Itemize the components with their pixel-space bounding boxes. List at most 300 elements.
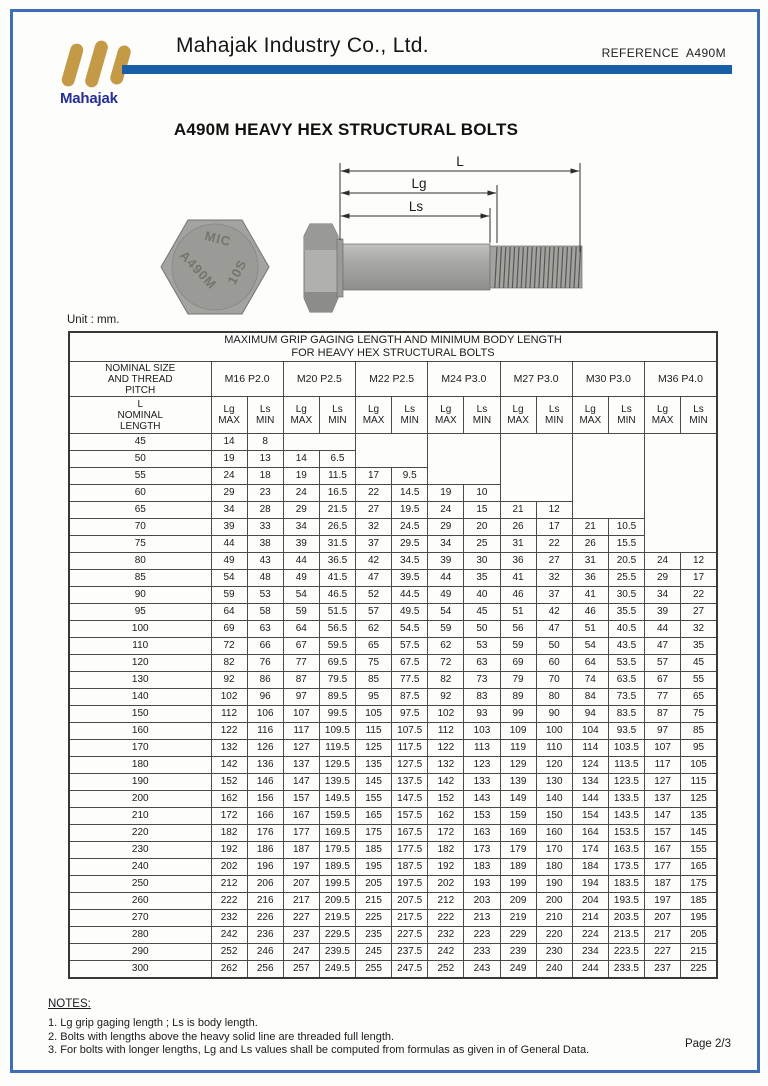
value-cell: 69 [211,621,247,638]
value-cell: 54 [211,570,247,587]
value-cell: 202 [211,859,247,876]
length-cell: 160 [69,723,211,740]
value-cell: 176 [247,825,283,842]
value-cell: 117.5 [392,740,428,757]
value-cell: 132 [211,740,247,757]
value-cell: 167 [283,808,319,825]
value-cell: 139.5 [319,774,355,791]
value-cell: 52 [356,587,392,604]
value-cell: 22 [356,485,392,502]
value-cell: 46.5 [319,587,355,604]
value-cell: 246 [247,944,283,961]
value-cell: 179 [500,842,536,859]
page-title: A490M HEAVY HEX STRUCTURAL BOLTS [173,120,519,139]
value-cell: 135 [356,757,392,774]
value-cell: 79.5 [319,672,355,689]
value-cell: 66 [247,638,283,655]
subcol-header: Ls MIN [392,397,428,434]
value-cell: 32 [536,570,572,587]
value-cell: 237.5 [392,944,428,961]
empty-region [356,434,428,468]
value-cell: 137 [283,757,319,774]
value-cell: 124 [572,757,608,774]
value-cell: 75 [356,655,392,672]
value-cell: 32 [356,519,392,536]
length-cell: 130 [69,672,211,689]
length-cell: 280 [69,927,211,944]
value-cell: 82 [428,672,464,689]
value-cell: 19.5 [392,502,428,519]
value-cell: 140 [536,791,572,808]
value-cell: 105 [681,757,717,774]
length-cell: 110 [69,638,211,655]
value-cell: 134 [572,774,608,791]
value-cell: 217.5 [392,910,428,927]
value-cell: 8 [247,434,283,451]
table-row [69,604,717,621]
table-row [69,706,717,723]
value-cell: 237 [283,927,319,944]
value-cell: 224 [572,927,608,944]
value-cell: 199.5 [319,876,355,893]
value-cell: 252 [211,944,247,961]
company-name: Mahajak Industry Co., Ltd. [176,34,429,57]
value-cell: 172 [211,808,247,825]
subcol-header: Ls MIN [681,397,717,434]
value-cell: 93.5 [608,723,644,740]
value-cell: 99.5 [319,706,355,723]
value-cell: 59 [500,638,536,655]
value-cell: 157 [283,791,319,808]
value-cell: 247 [283,944,319,961]
value-cell: 19 [428,485,464,502]
value-cell: 210 [536,910,572,927]
value-cell: 59 [211,587,247,604]
value-cell: 154 [572,808,608,825]
note-item-2: 2. Bolts with lengths above the heavy solid line are threaded full length. [48,1030,395,1043]
value-cell: 197.5 [392,876,428,893]
length-cell: 85 [69,570,211,587]
value-cell: 43.5 [608,638,644,655]
value-cell: 123 [464,757,500,774]
value-cell: 109.5 [319,723,355,740]
value-cell: 204 [572,893,608,910]
value-cell: 244 [572,961,608,979]
value-cell: 169.5 [319,825,355,842]
empty-region [572,434,644,519]
value-cell: 29 [283,502,319,519]
value-cell: 157 [645,825,681,842]
bolt-diagram [130,148,630,332]
value-cell: 56.5 [319,621,355,638]
value-cell: 197 [283,859,319,876]
value-cell: 51 [572,621,608,638]
value-cell: 65 [681,689,717,706]
value-cell: 150 [536,808,572,825]
value-cell: 149.5 [319,791,355,808]
value-cell: 27 [681,604,717,621]
value-cell: 20 [464,519,500,536]
empty-region [500,434,572,502]
value-cell: 102 [211,689,247,706]
value-cell: 41.5 [319,570,355,587]
value-cell: 27 [536,553,572,570]
value-cell: 38 [247,536,283,553]
value-cell: 190 [536,876,572,893]
value-cell: 252 [428,961,464,979]
value-cell: 225 [356,910,392,927]
value-cell: 216 [247,893,283,910]
value-cell: 13 [247,451,283,468]
value-cell: 24 [283,485,319,502]
dimension-lines [340,163,580,252]
value-cell: 43 [247,553,283,570]
value-cell: 233.5 [608,961,644,979]
value-cell: 183 [464,859,500,876]
value-cell: 15.5 [608,536,644,553]
value-cell: 127.5 [392,757,428,774]
value-cell: 122 [211,723,247,740]
value-cell: 14 [283,451,319,468]
value-cell: 29.5 [392,536,428,553]
value-cell: 67 [283,638,319,655]
value-cell: 44 [645,621,681,638]
subcol-header: Lg MAX [211,397,247,434]
value-cell: 93 [464,706,500,723]
value-cell: 233 [464,944,500,961]
value-cell: 194 [572,876,608,893]
value-cell: 239 [500,944,536,961]
value-cell: 44.5 [392,587,428,604]
value-cell: 195 [356,859,392,876]
header-accent-bar [122,65,732,74]
value-cell: 60 [536,655,572,672]
value-cell: 82 [211,655,247,672]
value-cell: 142 [211,757,247,774]
value-cell: 64 [572,655,608,672]
value-cell: 34 [428,536,464,553]
value-cell: 205 [356,876,392,893]
value-cell: 234 [572,944,608,961]
table-row [69,757,717,774]
value-cell: 19 [211,451,247,468]
value-cell: 112 [211,706,247,723]
value-cell: 257 [283,961,319,979]
note-item-3: 3. For bolts with longer lengths, Lg and Ls values shall be computed from formulas as given in of General Data. [48,1044,590,1056]
hex-head-front-view [161,220,269,314]
value-cell: 169 [500,825,536,842]
value-cell: 51.5 [319,604,355,621]
value-cell: 63 [247,621,283,638]
value-cell: 72 [211,638,247,655]
value-cell: 59 [428,621,464,638]
empty-region [645,434,717,553]
head-marking-top: MIC [203,228,233,250]
value-cell: 119.5 [319,740,355,757]
value-cell: 15 [464,502,500,519]
value-cell: 84 [572,689,608,706]
value-cell: 229.5 [319,927,355,944]
value-cell: 209.5 [319,893,355,910]
length-cell: 150 [69,706,211,723]
value-cell: 110 [536,740,572,757]
washer-face [337,239,343,297]
value-cell: 187 [283,842,319,859]
value-cell: 56 [500,621,536,638]
table-row [69,791,717,808]
table-row [69,893,717,910]
value-cell: 26 [572,536,608,553]
value-cell: 116 [247,723,283,740]
value-cell: 219 [500,910,536,927]
value-cell: 227 [645,944,681,961]
value-cell: 189.5 [319,859,355,876]
value-cell: 35 [464,570,500,587]
value-cell: 53 [247,587,283,604]
value-cell: 25.5 [608,570,644,587]
value-cell: 24.5 [392,519,428,536]
value-cell: 9.5 [392,468,428,485]
value-cell: 36 [572,570,608,587]
length-cell: 100 [69,621,211,638]
value-cell: 109 [500,723,536,740]
value-cell: 107 [645,740,681,757]
length-cell: 95 [69,604,211,621]
value-cell: 40.5 [608,621,644,638]
value-cell: 34 [211,502,247,519]
value-cell: 145 [681,825,717,842]
value-cell: 72 [428,655,464,672]
value-cell: 69 [500,655,536,672]
value-cell: 30.5 [608,587,644,604]
value-cell: 49 [428,587,464,604]
value-cell: 24 [211,468,247,485]
length-cell: 80 [69,553,211,570]
value-cell: 20.5 [608,553,644,570]
value-cell: 165 [681,859,717,876]
value-cell: 41 [572,587,608,604]
subcol-header: Lg MAX [356,397,392,434]
length-cell: 230 [69,842,211,859]
value-cell: 26.5 [319,519,355,536]
note-item-1: 1. Lg grip gaging length ; Ls is body length. [48,1017,258,1029]
value-cell: 123.5 [608,774,644,791]
value-cell: 57.5 [392,638,428,655]
value-cell: 215 [681,944,717,961]
value-cell: 31.5 [319,536,355,553]
length-cell: 70 [69,519,211,536]
bolt-shank [343,244,490,290]
length-cell: 260 [69,893,211,910]
value-cell: 59.5 [319,638,355,655]
table-row [69,587,717,604]
value-cell: 230 [536,944,572,961]
value-cell: 74 [572,672,608,689]
value-cell: 177 [283,825,319,842]
head-marking-right: 10S [224,256,250,287]
value-cell: 70 [536,672,572,689]
length-cell: 190 [69,774,211,791]
table-row [69,910,717,927]
grip-table [68,331,718,979]
value-cell: 174 [572,842,608,859]
value-cell: 177.5 [392,842,428,859]
value-cell: 137 [645,791,681,808]
value-cell: 145 [356,774,392,791]
value-cell: 24 [428,502,464,519]
value-cell: 185 [681,893,717,910]
value-cell: 239.5 [319,944,355,961]
value-cell: 236 [247,927,283,944]
value-cell: 203 [464,893,500,910]
value-cell: 155 [681,842,717,859]
unit-label: Unit : mm. [67,314,120,326]
value-cell: 73 [464,672,500,689]
value-cell: 199 [500,876,536,893]
size-header-3: M24 P3.0 [428,362,500,397]
value-cell: 31 [500,536,536,553]
subcol-header: Lg MAX [572,397,608,434]
value-cell: 243 [464,961,500,979]
value-cell: 90 [536,706,572,723]
value-cell: 125 [356,740,392,757]
table-row [69,621,717,638]
value-cell: 137.5 [392,774,428,791]
value-cell: 122 [428,740,464,757]
value-cell: 69.5 [319,655,355,672]
value-cell: 149 [500,791,536,808]
length-cell: 60 [69,485,211,502]
value-cell: 256 [247,961,283,979]
value-cell: 45 [464,604,500,621]
value-cell: 186 [247,842,283,859]
value-cell: 152 [211,774,247,791]
value-cell: 95 [681,740,717,757]
reference-label: REFERENCE A490M [601,46,726,60]
value-cell: 53 [464,638,500,655]
length-header: L NOMINAL LENGTH [69,397,211,434]
value-cell: 62 [428,638,464,655]
value-cell: 133 [464,774,500,791]
value-cell: 40 [464,587,500,604]
value-cell: 85 [356,672,392,689]
value-cell: 12 [536,502,572,519]
value-cell: 54 [572,638,608,655]
value-cell: 192 [211,842,247,859]
value-cell: 185 [356,842,392,859]
value-cell: 144 [572,791,608,808]
size-header-2: M22 P2.5 [356,362,428,397]
value-cell: 217 [283,893,319,910]
value-cell: 172 [428,825,464,842]
value-cell: 115 [681,774,717,791]
value-cell: 34.5 [392,553,428,570]
value-cell: 50 [464,621,500,638]
value-cell: 18 [247,468,283,485]
value-cell: 54.5 [392,621,428,638]
length-cell: 65 [69,502,211,519]
subcol-header: Ls MIN [319,397,355,434]
length-cell: 220 [69,825,211,842]
table-row [69,927,717,944]
value-cell: 55 [681,672,717,689]
length-cell: 180 [69,757,211,774]
value-cell: 164 [572,825,608,842]
table-row [69,740,717,757]
value-cell: 117 [645,757,681,774]
length-cell: 300 [69,961,211,979]
length-cell: 50 [69,451,211,468]
value-cell: 77 [645,689,681,706]
value-cell: 33 [247,519,283,536]
value-cell: 87 [283,672,319,689]
value-cell: 17 [536,519,572,536]
value-cell: 96 [247,689,283,706]
value-cell: 222 [428,910,464,927]
subcol-header: Lg MAX [283,397,319,434]
value-cell: 227.5 [392,927,428,944]
value-cell: 21 [572,519,608,536]
value-cell: 17 [681,570,717,587]
value-cell: 147 [645,808,681,825]
value-cell: 102 [428,706,464,723]
value-cell: 26 [500,519,536,536]
value-cell: 129 [500,757,536,774]
value-cell: 223.5 [608,944,644,961]
value-cell: 63 [464,655,500,672]
table-row [69,859,717,876]
value-cell: 167.5 [392,825,428,842]
value-cell: 49 [283,570,319,587]
value-cell: 22 [681,587,717,604]
value-cell: 95 [356,689,392,706]
table-row [69,961,717,979]
bolt-head-bottom-facet [304,292,338,312]
value-cell: 146 [247,774,283,791]
table-row [69,638,717,655]
value-cell: 227 [283,910,319,927]
value-cell: 21 [500,502,536,519]
table-row [69,672,717,689]
value-cell: 196 [247,859,283,876]
value-cell: 203.5 [608,910,644,927]
value-cell: 24 [645,553,681,570]
subcol-header: Lg MAX [428,397,464,434]
value-cell: 139 [500,774,536,791]
dim-label-Ls: Ls [408,199,424,214]
empty-region [428,434,500,485]
value-cell: 29 [645,570,681,587]
value-cell: 54 [428,604,464,621]
length-cell: 55 [69,468,211,485]
subcol-header: Ls MIN [536,397,572,434]
dim-label-L: L [456,154,464,169]
value-cell: 89.5 [319,689,355,706]
value-cell: 115 [356,723,392,740]
value-cell: 97.5 [392,706,428,723]
value-cell: 157.5 [392,808,428,825]
value-cell: 94 [572,706,608,723]
value-cell: 44 [211,536,247,553]
value-cell: 180 [536,859,572,876]
value-cell: 143 [464,791,500,808]
value-cell: 237 [645,961,681,979]
value-cell: 249.5 [319,961,355,979]
value-cell: 39 [211,519,247,536]
value-cell: 127 [645,774,681,791]
value-cell: 57 [645,655,681,672]
value-cell: 46 [572,604,608,621]
